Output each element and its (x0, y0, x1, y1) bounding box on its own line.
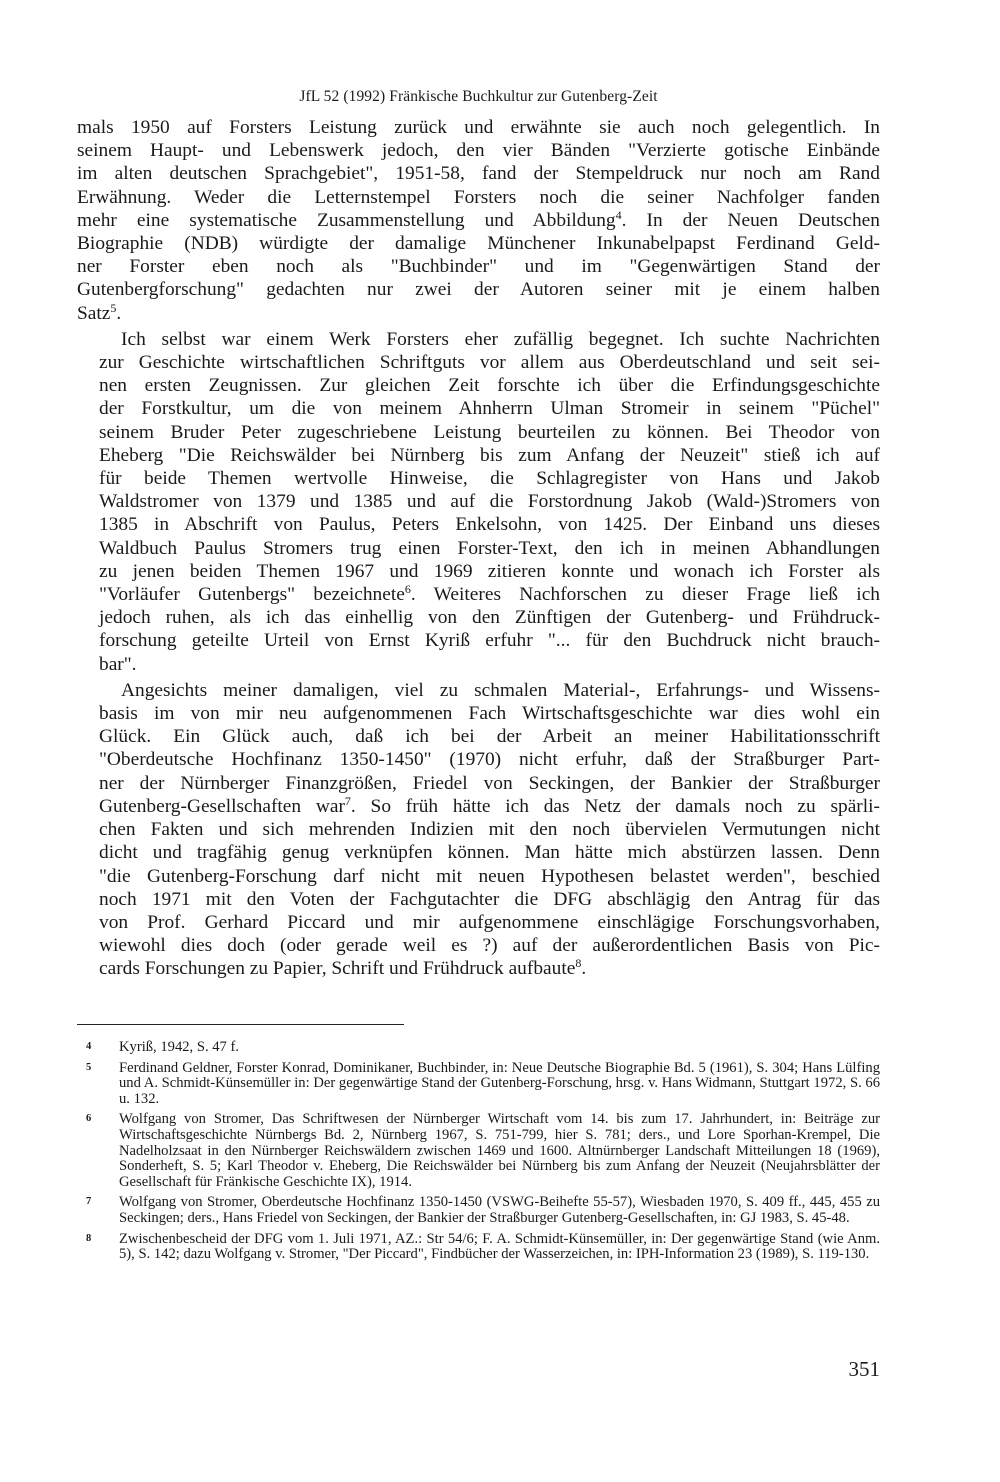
footnote-ref: 5 (110, 301, 117, 315)
text-segment: . (116, 302, 122, 324)
footnote-number: 6 (86, 1113, 92, 1125)
footnote-number: 8 (86, 1232, 92, 1244)
footnote-ref: 7 (344, 794, 351, 808)
text-line: chen Fakten und sich mehrenden Indizien mit den noch übervielen Vermutungen nicht (99, 819, 880, 841)
text-line (77, 795, 880, 818)
text-line: für beide Themen wertvolle Hinweise, die Schlagregister von Hans und Jakob (99, 468, 880, 490)
paragraph-3 (77, 679, 880, 981)
text-line: seinem Bruder Peter zugeschriebene Leistung beurteilen zu können. Bei Theodor von (99, 421, 880, 443)
text-segment: cards Forschungen zu Papier, Schrift und Frühdruck aufbaute (99, 958, 576, 980)
text-line: ner Forster eben noch als "Buchbinder" und im "Gegenwärtigen Stand der (77, 256, 880, 278)
text-line: Angesichts meiner damaligen, viel zu schmalen Material-, Erfahrungs- und Wissens- (121, 679, 880, 701)
text-segment: "Vorläufer Gutenbergs" bezeichnete (99, 584, 405, 606)
page-number: 351 (848, 1357, 880, 1381)
footnote-divider (77, 1024, 404, 1025)
footnote-text: Zwischenbescheid der DFG vom 1. Juli 1971, AZ.: Str 54/6; F. A. Schmidt-Künsemüller, in: Der gegenwärtige Stand (wie Anm. 5), S. 142; dazu Wolfgang v. Stromer, "Der Piccard", Findbücher der Wasserzeichen, in: IPH-Information 23 (1989), S. 119-130. (119, 1230, 880, 1263)
text-line: der Forstkultur, um die von meinem Ahnherrn Ulman Stromeir in seinem "Püchel" (99, 398, 880, 420)
footnote (77, 1195, 880, 1226)
footnote-number: 4 (86, 1041, 92, 1052)
footnote-ref: 4 (615, 208, 622, 222)
footnote-text: Wolfgang von Stromer, Das Schriftwesen der Nürnberger Wirtschaft vom 14. bis zum 17. Jahrhundert, in: Beiträge zur Wirtschaftsgeschichte Nürnbergs Bd. 2, Nürnberg 1967, S. 751-799, hier S. 781; ders., und Lore Sporhan-Krempel, Die Nadelholzsaat in den Nürnberger Reichswäldern zwischen 1469 und 1600. Altnürnberger Landschaft Mitteilungen 18 (1969), Sonderheft, S. 5; Karl Theodor v. Eheberg, Die Reichswälder bei Nürnberg bis zum Anfang der Neuzeit (Neujahrsblätter der Gesellschaft für Fränkische Geschichte IX), 1914. (119, 1111, 880, 1190)
paragraph-1 (77, 116, 880, 325)
text-line: 1385 in Abschrift von Paulus, Peters Enkelsohn, von 1425. Der Einband uns dieses (99, 514, 880, 536)
text-line: Glück. Ein Glück auch, daß ich bei der Arbeit an meiner Habilitationsschrift (99, 726, 880, 748)
text-line: bar". (99, 653, 137, 675)
text-segment: Gutenberg-Gesellschaften war (99, 795, 345, 817)
text-line: noch 1971 mit den Voten der Fachgutachter die DFG abschlägig den Antrag für das (99, 888, 880, 910)
paragraph-2 (77, 328, 880, 676)
footnotes (77, 1040, 880, 1268)
text-line (77, 957, 880, 980)
footnote (77, 1112, 880, 1190)
running-head: JfL 52 (1992) Fränkische Buchkultur zur Gutenberg-Zeit (299, 88, 658, 105)
footnote (77, 1061, 880, 1108)
text-line: forschung geteilte Urteil von Ernst Kyriß erfuhr "... für den Buchdruck nicht brauch- (99, 630, 880, 652)
text-line: mals 1950 auf Forsters Leistung zurück und erwähnte sie auch noch gelegentlich. In (77, 117, 880, 138)
text-line: nen ersten Zeugnissen. Zur gleichen Zeit forschte ich über die Erfindungsgeschichte (99, 375, 880, 397)
text-line (77, 583, 880, 606)
footnote-text: Kyriß, 1942, S. 47 f. (119, 1039, 239, 1055)
text-line: Waldstromer von 1379 und 1385 und auf die Forstordnung Jakob (Wald-)Stromers von (99, 491, 880, 513)
document-page (77, 0, 880, 1482)
footnote-text: Wolfgang von Stromer, Oberdeutsche Hochfinanz 1350-1450 (VSWG-Beihefte 55-57), Wiesbaden 1970, S. 409 ff., 445, 455 zu Seckingen; ders., Hans Friedel von Seckingen, der Bankier der Straßburger Gutenberg-Gesellschaften, in: GJ 1983, S. 45-48. (119, 1194, 880, 1226)
footnote-text: Ferdinand Geldner, Forster Konrad, Dominikaner, Buchbinder, in: Neue Deutsche Biographie Bd. 5 (1961), S. 304; Hans Lülfing und A. Schmidt-Künsemüller in: Der gegenwärtige Stand der Gutenberg-Forschung, hrsg. v. Hans Widmann, Stuttgart 1972, S. 66 u. 132. (119, 1059, 880, 1107)
text-segment: . In der Neuen Deutschen (621, 209, 880, 231)
text-line: dicht und tragfähig genug verknüpfen können. Man hätte mich abstürzen lassen. Denn (99, 842, 880, 864)
footnote (77, 1232, 880, 1263)
text-line: von Prof. Gerhard Piccard und mir aufgenommene einschlägige Forschungsvorhaben, (99, 911, 880, 933)
text-segment: Satz (77, 302, 111, 324)
text-line: wiewohl dies doch (oder gerade weil es ?) auf der außerordentlichen Basis von Pic- (99, 935, 880, 957)
footnote (77, 1040, 880, 1056)
body-text (77, 116, 880, 981)
text-line: Gutenbergforschung" gedachten nur zwei der Autoren seiner mit je einem halben (77, 279, 880, 301)
footnote-ref: 8 (575, 957, 582, 971)
text-segment: . So früh hätte ich das Netz der damals noch zu spärli- (350, 795, 880, 817)
text-line (77, 209, 880, 232)
text-segment: mehr eine systematische Zusammenstellung und Abbildung (77, 209, 616, 231)
text-line: ner der Nürnberger Finanzgrößen, Friedel von Seckingen, der Bankier der Straßburger (99, 772, 880, 794)
text-segment: . (581, 958, 587, 980)
text-segment: . Weiteres Nachforschen zu dieser Frage ließ ich (410, 584, 880, 606)
footnote-ref: 6 (404, 583, 411, 597)
text-line: jedoch ruhen, als ich das einhellig von den Zünftigen der Gutenberg- und Frühdruck- (99, 607, 880, 629)
footnote-number: 7 (86, 1196, 92, 1208)
text-line: Waldbuch Paulus Stromers trug einen Forster-Text, den ich in meinen Abhandlungen (99, 537, 880, 559)
text-line: Eheberg "Die Reichswälder bei Nürnberg bis zum Anfang der Neuzeit" stieß ich auf (99, 444, 880, 466)
text-line: im alten deutschen Sprachgebiet", 1951-58, fand der Stempeldruck nur noch am Rand (77, 163, 880, 185)
text-line: basis im von mir neu aufgenommenen Fach Wirtschaftsgeschichte war dies wohl ein (99, 703, 880, 725)
text-line: Erwähnung. Weder die Letternstempel Forsters noch die seiner Nachfolger fanden (77, 186, 880, 208)
text-line: Ich selbst war einem Werk Forsters eher zufällig begegnet. Ich suchte Nachrichten (121, 328, 880, 350)
text-line: "Oberdeutsche Hochfinanz 1350-1450" (1970) nicht erfuhr, daß der Straßburger Part- (99, 749, 880, 771)
text-line: seinem Haupt- und Lebenswerk jedoch, den vier Bänden "Verzierte gotische Einbände (77, 140, 880, 162)
text-line: zu jenen beiden Themen 1967 und 1969 zitieren konnte und wonach ich Forster als (99, 560, 880, 582)
text-line (77, 302, 880, 325)
text-line: Biographie (NDB) würdigte der damalige Münchener Inkunabelpapst Ferdinand Geld- (77, 233, 880, 255)
text-line: "die Gutenberg-Forschung darf nicht mit neuen Hypothesen belastet werden", beschied (99, 865, 880, 887)
footnote-number: 5 (86, 1061, 92, 1073)
text-line: zur Geschichte wirtschaftlichen Schriftguts vor allem aus Oberdeutschland und seit sei- (99, 352, 880, 374)
